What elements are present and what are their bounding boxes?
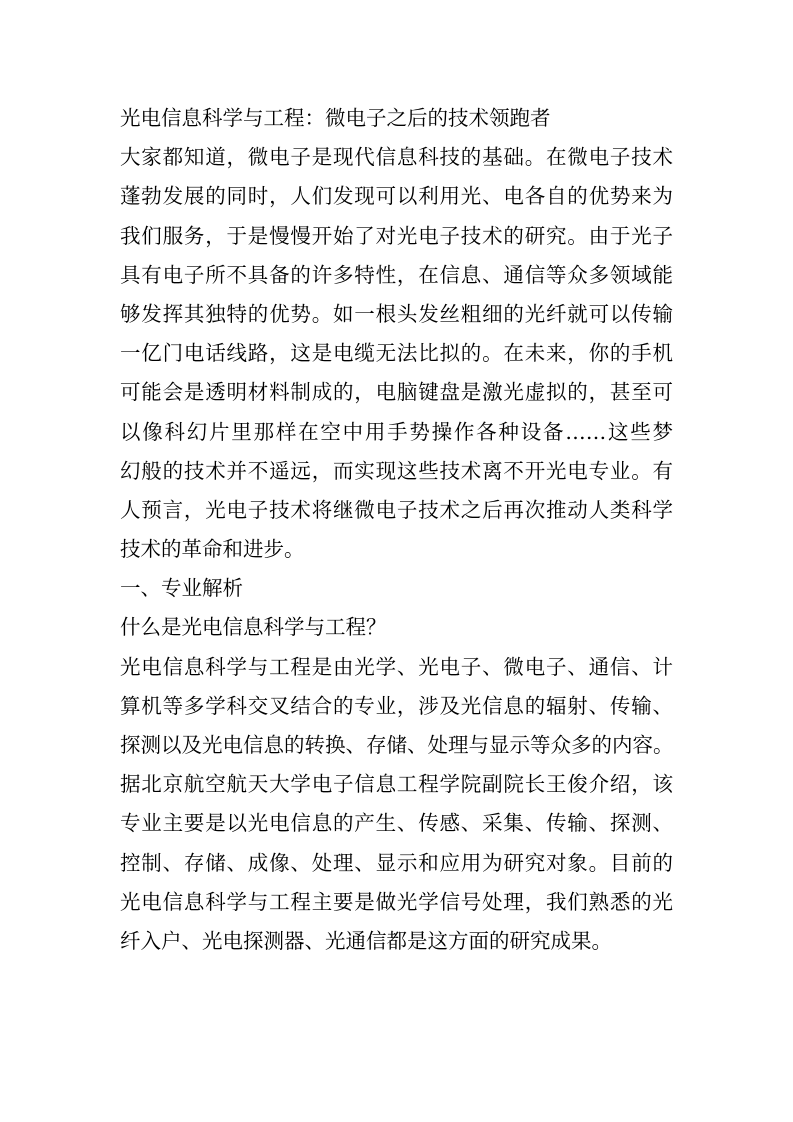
question-heading: 什么是光电信息科学与工程？: [120, 615, 387, 640]
answer-paragraph: [120, 648, 673, 962]
intro-paragraph: [120, 138, 673, 569]
text-line: 够发挥其独特的优势。如一根头发丝粗细的光纤就可以传输: [120, 301, 673, 326]
text-line: 光电信息科学与工程是由光学、光电子、微电子、通信、计: [120, 654, 673, 679]
text-line: 大家都知道，微电子是现代信息科技的基础。在微电子技术: [120, 145, 673, 170]
text-line: 以像科幻片里那样在空中用手势操作各种设备……这些梦: [120, 419, 673, 444]
document-title: 光电信息科学与工程：微电子之后的技术领跑者: [120, 106, 551, 130]
text-line: 技术的革命和进步。: [120, 537, 305, 562]
text-line: 光电信息科学与工程主要是做光学信号处理，我们熟悉的光: [120, 889, 673, 914]
text-line: 我们服务，于是慢慢开始了对光电子技术的研究。由于光子: [120, 223, 673, 248]
text-line: 专业主要是以光电信息的产生、传感、采集、传输、探测、: [120, 811, 673, 836]
text-line: 探测以及光电信息的转换、存储、处理与显示等众多的内容。: [120, 733, 674, 757]
text-line: 具有电子所不具备的许多特性，在信息、通信等众多领域能: [120, 262, 673, 287]
text-line: 人预言，光电子技术将继微电子技术之后再次推动人类科学: [120, 497, 673, 522]
text-line: 控制、存储、成像、处理、显示和应用为研究对象。目前的: [120, 850, 673, 875]
text-line: 蓬勃发展的同时，人们发现可以利用光、电各自的优势来为: [120, 184, 673, 209]
document-body: [120, 99, 673, 961]
text-line: 幻般的技术并不遥远，而实现这些技术离不开光电专业。有: [120, 458, 673, 483]
text-line: 可能会是透明材料制成的，电脑键盘是激光虚拟的，甚至可: [120, 380, 673, 405]
text-line: 一亿门电话线路，这是电缆无法比拟的。在未来，你的手机: [120, 341, 673, 366]
text-line: 据北京航空航天大学电子信息工程学院副院长王俊介绍，该: [120, 772, 673, 797]
text-line: 算机等多学科交叉结合的专业，涉及光信息的辐射、传输、: [120, 693, 673, 718]
section-heading: 一、专业解析: [120, 576, 243, 601]
text-line: 纤入户、光电探测器、光通信都是这方面的研究成果。: [120, 928, 612, 953]
